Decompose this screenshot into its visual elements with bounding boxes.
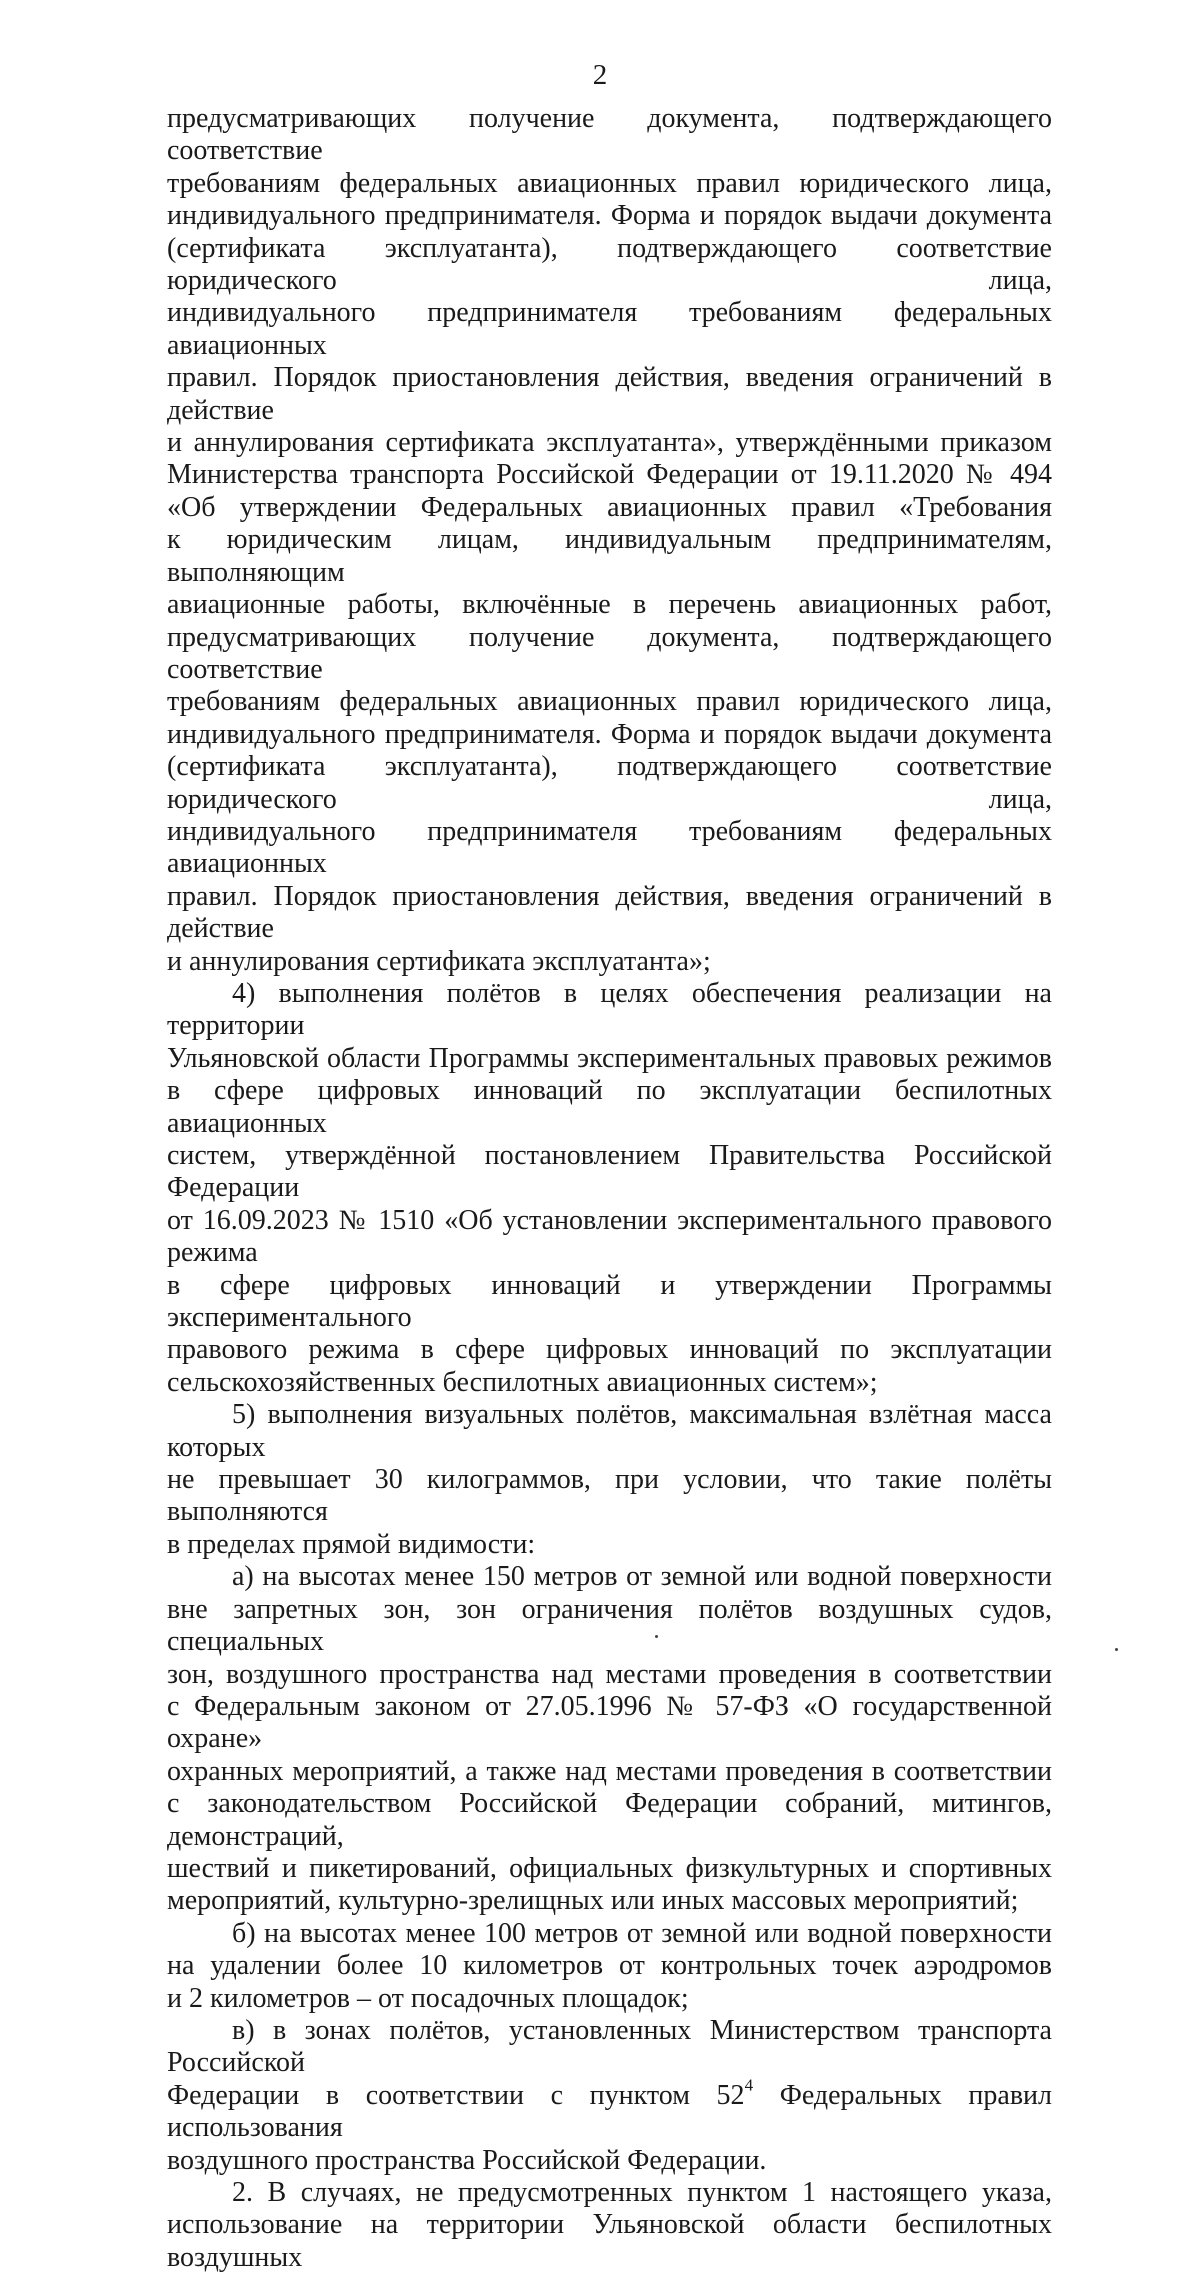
scan-speck [655, 1635, 658, 1638]
text-line: а) на высотах менее 150 метров от земной или водной поверхности [232, 1561, 1052, 1593]
text-line: мероприятий, культурно-зрелищных или иных массовых мероприятий; [167, 1885, 1019, 1917]
text-line: в сфере цифровых инноваций по эксплуатации беспилотных авиационных [167, 1075, 1052, 1139]
text-line: правового режима в сфере цифровых инноваций по эксплуатации [167, 1334, 1052, 1366]
text-line: б) на высотах менее 100 метров от земной или водной поверхности [232, 1917, 1052, 1949]
text-line: с законодательством Российской Федерации собраний, митингов, демонстраций, [167, 1788, 1052, 1852]
text-line: воздушного пространства Российской Федерации. [167, 2144, 767, 2176]
page-number: 2 [592, 59, 608, 91]
text-line: использование на территории Ульяновской области беспилотных воздушных [167, 2209, 1052, 2273]
text-line: правил. Порядок приостановления действия, введения ограничений в действие [167, 880, 1052, 945]
text-line: правил. Порядок приостановления действия, введения ограничений в действие [167, 362, 1052, 426]
text-line: авиационные работы, включённые в перечень авиационных работ, [167, 589, 1052, 621]
text-line: не превышает 30 килограммов, при условии, что такие полёты выполняются [167, 1464, 1052, 1528]
text-fragment: Федеральных правил использования [167, 2079, 1052, 2144]
text-line: Министерства транспорта Российской Федерации от 19.11.2020 № 494 [167, 459, 1052, 491]
text-line: в сфере цифровых инноваций и утверждении Программы экспериментального [167, 1269, 1052, 1334]
text-line [167, 2075, 1052, 2145]
text-line: предусматривающих получение документа, подтверждающего соответствие [167, 621, 1052, 685]
text-line: индивидуального предпринимателя. Форма и порядок выдачи документа [167, 718, 1052, 750]
text-line: в) в зонах полётов, установленных Министерством транспорта Российской [167, 2014, 1052, 2079]
text-line: и 2 километров – от посадочных площадок; [167, 1982, 689, 2014]
text-line: шествий и пикетирований, официальных физкультурных и спортивных [167, 1852, 1052, 1884]
text-line: вне запретных зон, зон ограничения полётов воздушных судов, специальных [167, 1593, 1052, 1658]
text-line: от 16.09.2023 № 1510 «Об установлении экспериментального правового режима [167, 1204, 1052, 1269]
text-line: индивидуального предпринимателя. Форма и порядок выдачи документа [167, 200, 1052, 232]
superscript-number: 4 [744, 2075, 754, 2095]
text-line: и аннулирования сертификата эксплуатанта», утверждёнными приказом [167, 427, 1052, 459]
text-line: зон, воздушного пространства над местами проведения в соответствии [167, 1658, 1052, 1690]
text-line: индивидуального предпринимателя требованиям федеральных авиационных [167, 297, 1052, 361]
text-line: Ульяновской области Программы экспериментальных правовых режимов [167, 1042, 1052, 1074]
text-line: систем, утверждённой постановлением Правительства Российской Федерации [167, 1140, 1052, 1204]
text-line: требованиям федеральных авиационных правил юридического лица, [167, 686, 1052, 718]
text-fragment: Федерации в соответствии с пунктом 52 [167, 2079, 745, 2111]
text-line: (сертификата эксплуатанта), подтверждающего соответствие юридического лица, [167, 751, 1052, 815]
text-line: и аннулирования сертификата эксплуатанта»; [167, 945, 711, 977]
text-line: 4) выполнения полётов в целях обеспечения реализации на территории [167, 977, 1052, 1042]
text-line: к юридическим лицам, индивидуальным предпринимателям, выполняющим [167, 524, 1052, 588]
text-line: требованиям федеральных авиационных правил юридического лица, [167, 167, 1052, 199]
text-line: 5) выполнения визуальных полётов, максимальная взлётная масса которых [167, 1399, 1052, 1463]
text-line: «Об утверждении Федеральных авиационных правил «Требования [167, 491, 1052, 523]
scan-speck [1115, 1648, 1118, 1651]
text-line: сельскохозяйственных беспилотных авиационных систем»; [167, 1366, 878, 1398]
text-line: предусматривающих получение документа, подтверждающего соответствие [167, 103, 1052, 167]
text-line: охранных мероприятий, а также над местами проведения в соответствии [167, 1755, 1052, 1787]
text-line: на удалении более 10 километров от контрольных точек аэродромов [167, 1950, 1052, 1982]
document-body [167, 103, 1052, 2274]
text-line: индивидуального предпринимателя требованиям федеральных авиационных [167, 815, 1052, 880]
text-line: с Федеральным законом от 27.05.1996 № 57-ФЗ «О государственной охране» [167, 1690, 1052, 1755]
text-line: 2. В случаях, не предусмотренных пунктом 1 настоящего указа, [232, 2177, 1052, 2208]
text-line: в пределах прямой видимости: [167, 1528, 536, 1560]
text-line: (сертификата эксплуатанта), подтверждающего соответствие юридического лица, [167, 232, 1052, 297]
